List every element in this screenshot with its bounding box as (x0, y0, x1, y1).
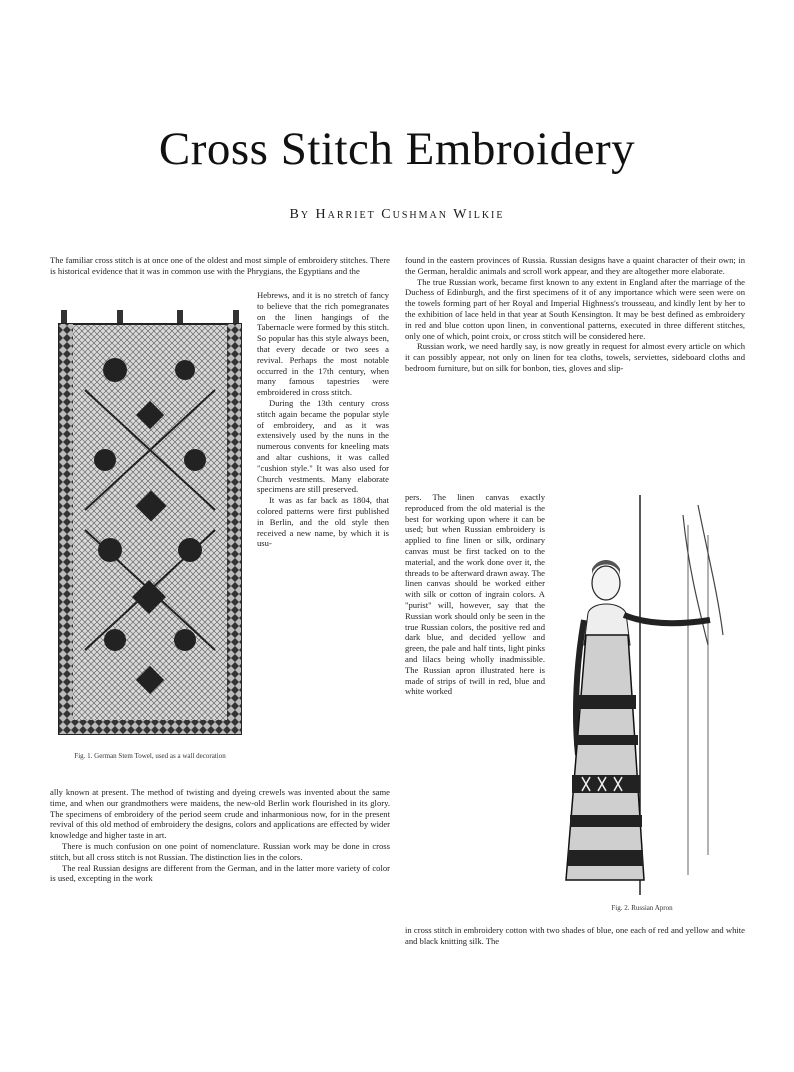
article-title: Cross Stitch Embroidery (158, 123, 636, 175)
left-bottom-text: ally known at present. The method of twisting and dyeing crewels was invented about the same time, and when our grandmothers were maidens, the new-old Berlin work flourished in its glory. The specimens of embroidery of the period seem crude and inharmonious now, for in the present revival of this old method of embroidery the designs, colors and applications are effected by wider knowledge and higher taste in art. There is much confusion on one point of nomenclature. Russian work may be done in cross stitch, but all cross stitch is not Russian. The distinction lies in the colors. The real Russian designs are different from the German, and in the latter more variety of color is used, excepting in the work (50, 787, 390, 884)
figure-2-caption: Fig. 2. Russian Apron (611, 904, 673, 912)
right-last-text: in cross stitch in embroidery cotton with two shades of blue, one each of red and yellow and white and black knitting silk. The (405, 925, 745, 946)
right-top-text: found in the eastern provinces of Russia. Russian designs have a quaint character of their own; in the German, heraldic animals and scroll work appear, and they are altogether more elaborate. The true Russian work, became first known to any extent in England after the marriage of the Duchess of Edinburgh, and the first specimens of it of any importance which were seen were on the towels forming part of her Royal and Imperial Highness's trousseau, and kindly lent by her to the exhibition of lace held in that year at South Kensington. It may be best defined as embroidery in red and blue cotton upon linen, in conventional patterns, executed in three different stitches, only one of which, point croix, or cross stitch will be considered here. Russian work, we need hardly say, is now greatly in request for almost every article on which it can possibly appear, not only on linen for tea cloths, towels, serviettes, sideboard cloths and bedroom furniture, but on silk for bonbon, ties, gloves and slip- (405, 255, 745, 373)
russian-apron-illustration (548, 495, 748, 900)
left-beside-figure-text: Hebrews, and it is no stretch of fancy to believe that the rich pomegranates on the linen hangings of the Tabernacle were formed by this stitch. So popular has this style always been, that every decade or two sees a revival. Perhaps the most notable occurred in the 17th century, when many famous tapestries were embroidered in cross stitch. During the 13th century cross stitch again became the popular style of embroidery, and as it was extensively used by the nuns in the numerous convents for kneeling mats and altar cushions, it was called "cushion style." It was also used for Church vestments. Many elaborate specimens are still preserved. It was as far back as 1804, that colored patterns were first published in Berlin, and the old style then received a new name, by which it is usu- (257, 290, 389, 549)
left-intro-paragraph: The familiar cross stitch is at once one of the oldest and most simple of embroidery stitches. There is historical evidence that it was in common use with the Phrygians, the Egyptians and the (50, 255, 390, 276)
figure-2-russian-apron (548, 495, 748, 900)
figure-1-caption: Fig. 1. German Stem Towel, used as a wall decoration (74, 752, 226, 760)
towel-illustration (55, 310, 245, 740)
figure-1-towel (55, 310, 245, 740)
right-narrow-text: pers. The linen canvas exactly reproduced from the old material is the best for working upon where it can be used; but when Russian embroidery is applied to fine linen or silk, ordinary canvas must be first tacked on to the material, and the work done over it, the threads to be afterward drawn away. The linen canvas should be worked either with silk or cotton of ingrain colors. A "purist" will, however, say that the Russian work should only be seen in the true Russian colors, the positive red and dark blue, and decided yellow and green, the pale and half tints, light pinks and lilacs being wholly inadmissible. The Russian apron illustrated here is made of strips of twill in red, blue and white worked (405, 492, 545, 697)
byline: By Harriet Cushman Wilkie (289, 207, 505, 222)
